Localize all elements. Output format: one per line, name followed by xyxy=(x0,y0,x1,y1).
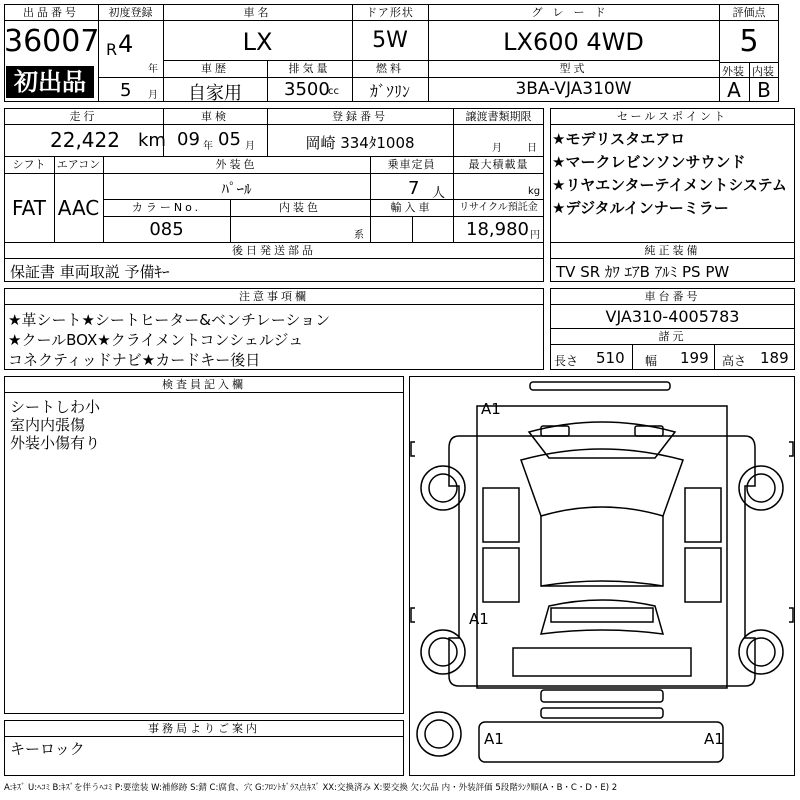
damage-legend: A:ｷｽﾞ U:ﾍｺﾐ B:ｷｽﾞを伴うﾍｺﾐ P:要塗装 W:補修跡 S:錆 C:腐食、穴 G:ﾌﾛﾝﾄｶﾞﾗｽ点ｷｽﾞ XX:交換済み X:要交換 欠:欠品 内・外装評価 5段階ﾗﾝｸ順(A・B・C・D・E) 2 xyxy=(4,783,618,793)
notes-line: ★革シート★シートヒーター&ベンチレーション xyxy=(8,311,331,329)
sales-points-header: セールスポイント xyxy=(616,110,728,123)
length: 510 xyxy=(596,349,625,367)
damage-mark: A1 xyxy=(704,730,724,748)
score: 5 xyxy=(739,24,759,59)
notes-line: コネクティッドナビ★カードキー後日 xyxy=(8,351,261,369)
recycle-header: リサイクル預託金 xyxy=(459,202,538,213)
office-header: 事務局よりご案内 xyxy=(148,722,260,735)
capacity-unit: 人 xyxy=(432,186,446,201)
int-score-label: 内装 xyxy=(752,65,774,78)
car-name: LX xyxy=(242,28,273,56)
delivery-parts: 保証書 車両取説 予備ｷｰ xyxy=(10,263,170,281)
chassis-number: VJA310-4005783 xyxy=(605,307,740,326)
first-reg-month: 5 xyxy=(120,80,132,101)
lot-number-header: 出品番号 xyxy=(23,6,79,19)
inspector-note: 外装小傷有り xyxy=(10,434,101,452)
aircon: AAC xyxy=(57,196,100,220)
inspector-note: 室内内張傷 xyxy=(10,416,86,434)
height: 189 xyxy=(760,349,789,367)
sales-point-item: ★リヤエンターテイメントシステム xyxy=(552,176,787,194)
max-load-header: 最大積載量 xyxy=(468,158,529,171)
first-reg-year-unit: 年 xyxy=(148,64,158,75)
chassis-header: 車台番号 xyxy=(644,290,701,303)
plate-header: 登録番号 xyxy=(332,110,388,123)
first-reg-era: R xyxy=(106,40,118,59)
inspector-note: シートしわ小 xyxy=(10,398,101,416)
transfer-month-unit: 月 xyxy=(492,143,502,154)
transfer-deadline-header: 譲渡書類期限 xyxy=(465,110,532,123)
inspection-year-unit: 年 xyxy=(203,141,213,152)
history: 自家用 xyxy=(188,83,242,104)
inspection-header: 車検 xyxy=(201,110,229,123)
ext-score-label: 外装 xyxy=(722,65,744,78)
plate-number: 岡崎 334ﾀ1008 xyxy=(305,134,415,152)
width-label: 幅 xyxy=(645,354,658,368)
inspection-month-unit: 月 xyxy=(245,141,255,152)
recycle-fee: 18,980 xyxy=(466,219,529,240)
door-header: ドア形状 xyxy=(366,6,414,19)
first-reg-month-unit: 月 xyxy=(148,90,158,101)
history-header: 車歴 xyxy=(201,62,229,75)
int-color-header: 内装色 xyxy=(279,201,321,214)
notes-line: ★クールBOX★クライメントコンシェルジュ xyxy=(8,331,304,349)
car-name-header: 車名 xyxy=(243,6,272,19)
sales-point-item: ★モデリスタエアロ xyxy=(552,130,686,148)
shift-header: シフト xyxy=(12,158,46,171)
grade: LX600 4WD xyxy=(503,28,644,56)
displacement-header: 排気量 xyxy=(288,62,331,75)
mileage-header: 走行 xyxy=(69,110,98,123)
fuel-header: 燃料 xyxy=(376,62,404,75)
ext-score: A xyxy=(727,78,741,102)
equipment-header: 純正装備 xyxy=(644,244,701,257)
car-damage-diagram xyxy=(409,376,795,776)
office-note: キーロック xyxy=(10,740,85,758)
width: 199 xyxy=(680,349,709,367)
sales-point-item: ★マークレビンソンサウンド xyxy=(552,153,746,171)
door-type: 5W xyxy=(372,28,408,53)
shift: FAT xyxy=(11,196,46,220)
lot-number: 36007 xyxy=(4,24,100,59)
length-label: 長さ xyxy=(554,354,579,368)
displacement: 3500 xyxy=(284,79,330,100)
aircon-header: エアコン xyxy=(56,158,101,171)
color-no-header: カラーNo. xyxy=(131,201,202,214)
capacity: 7 xyxy=(408,178,420,199)
score-header: 評価点 xyxy=(732,6,766,19)
recycle-unit: 円 xyxy=(530,230,540,241)
first-listing-badge: 初出品 xyxy=(6,66,94,98)
damage-mark: A1 xyxy=(469,610,489,628)
dimensions-header: 諸元 xyxy=(658,330,687,343)
damage-mark: A1 xyxy=(481,400,501,418)
sales-point-item: ★デジタルインナーミラー xyxy=(552,199,729,217)
height-label: 高さ xyxy=(722,354,747,368)
displacement-unit: cc xyxy=(328,86,339,97)
equipment: TV SR ｶﾜ ｴｱB ｱﾙﾐ PS PW xyxy=(556,263,730,281)
transfer-day-unit: 日 xyxy=(527,143,537,154)
inspection-year: 09 xyxy=(177,129,200,150)
import-header: 輸入車 xyxy=(390,201,433,214)
ext-color: ﾊﾟｰﾙ xyxy=(221,180,252,198)
capacity-header: 乗車定員 xyxy=(387,158,436,171)
mileage-unit: km xyxy=(138,130,166,151)
fuel: ｶﾞｿﾘﾝ xyxy=(369,82,410,101)
ext-color-header: 外装色 xyxy=(215,158,258,171)
model-code: 3BA-VJA310W xyxy=(515,79,632,99)
int-score: B xyxy=(757,78,771,102)
first-reg-header: 初度登録 xyxy=(108,6,153,19)
first-reg-year: 4 xyxy=(118,30,134,58)
color-no: 085 xyxy=(149,219,184,240)
damage-mark: A1 xyxy=(484,730,504,748)
inspection-month: 05 xyxy=(218,129,241,150)
notes-header: 注意事項欄 xyxy=(239,290,309,303)
delivery-parts-header: 後日発送部品 xyxy=(232,244,316,257)
mileage: 22,422 xyxy=(50,128,120,152)
inspector-header: 検査員記入欄 xyxy=(162,378,246,391)
max-load-unit: kg xyxy=(528,186,541,197)
model-header: 型式 xyxy=(559,62,588,75)
grade-header: グレード xyxy=(531,6,616,19)
int-color-unit: 系 xyxy=(354,230,364,241)
